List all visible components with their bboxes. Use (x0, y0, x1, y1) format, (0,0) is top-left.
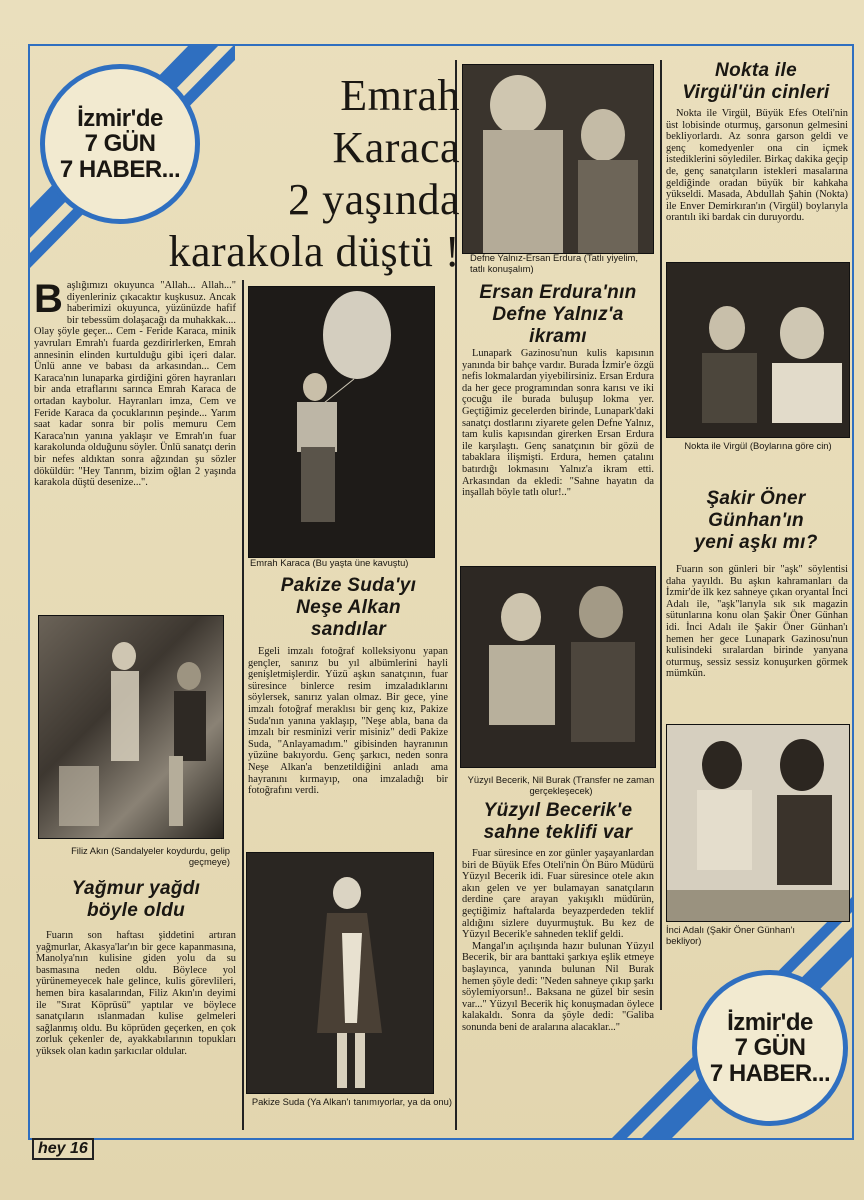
sakir-body: Fuarın son günleri bir "aşk" söylentisi daha yayıldı. Bu aşkın kahramanları da İzmir'de ilk kez sahneye çıkan oryantal İnci Adalı ile, "aşk"larıyla sık sık magazin sütunlarına konu olan Şakir Öner Günhan idi. İnci Adalı ile Şakir Öner Günhan'ı hemen her gece Lunapark Gazinosu'nun kulisindeki sıralardan birinde yanyana oturmuş, sessiz sessiz konuşurken görmek mümkün. (666, 564, 848, 680)
title-line: Şakir Öner (706, 488, 806, 509)
title-line: sandılar (310, 619, 387, 640)
headline-line: 2 yaşında (288, 175, 460, 224)
main-headline (168, 70, 460, 278)
pakize-title (246, 575, 451, 641)
izmir-badge-bottom (692, 970, 848, 1126)
nokta-text (666, 108, 848, 258)
column-rule (242, 280, 244, 1130)
photo-defne-ersan (462, 64, 654, 254)
badge-line: İzmir'de (727, 1009, 813, 1037)
caption-emrah: Emrah Karaca (Bu yaşta üne kavuştu) (250, 557, 409, 568)
sakir-title (664, 488, 848, 554)
title-line: böyle oldu (87, 900, 185, 921)
page-number: hey 16 (32, 1138, 94, 1160)
yagmur-title (36, 878, 236, 922)
title-line: Neşe Alkan (296, 597, 401, 618)
yagmur-text (36, 930, 236, 1130)
caption-filiz: Filiz Akın (Sandalyeler koydurdu, gelip geçmeye) (71, 845, 230, 867)
badge-line: 7 HABER... (709, 1059, 831, 1087)
ersan-text (462, 348, 654, 558)
headline-line: Karaca (332, 123, 460, 172)
caption-nokta: Nokta ile Virgül (Boylarına göre cin) (684, 440, 832, 451)
sakir-text (666, 564, 848, 720)
caption-defne: Defne Yalnız-Ersan Erdura (Tatlı yiyelim, tatlı konuşalım) (470, 252, 638, 274)
badge-line: 7 GÜN (734, 1034, 806, 1062)
photo-nokta-virgul (666, 262, 850, 438)
nokta-body: Nokta ile Virgül, Büyük Efes Oteli'nin üst lobisinde oturmuş, garsonun gelmesini bekliyorlardı. Az sonra garson geldi ve genç komedyenler ona cin içmek istediklerini söylediler. Birkaç dakika geçip de, genç sanatçıların istekleri masalarına geldiğinde oradan büyük bir kahkaha yükseldi. Masada, Abdullah Şahin (Nokta) ile Enver Demirkıran'ın (Virgül) boylarıyla orantılı iki bardak cin duruyordu. (666, 108, 848, 224)
yuzyil-body-2: Mangal'ın açılışında hazır bulunan Yüzyıl Becerik, bir ara banttaki şarkıya eşlik etmeye başlayınca, yanında bulunan Nil Burak hemen şöyle dedi: "Neden sahneye çıkıp şarkı söylemiyorsun!.. Baksana ne güzel bir sesin var..." Yüzyıl Becerik hiç konuşmadan öylece kalakaldı. Sonra da şöyle dedi: "Galiba sonunda beni de aralarına alacaklar..." (462, 940, 654, 1033)
photo-emrah-karaca (248, 286, 435, 558)
title-line: Defne Yalnız'a (492, 304, 624, 325)
photo-pakize-suda (246, 852, 434, 1094)
ersan-body: Lunapark Gazinosu'nun kulis kapısının yanında bir bahçe vardır. Burada İzmir'e özgü nefis lokmalardan yiyebilirsiniz. Ersan Erdura da her gece programından sonra karısı ve iki çocuğu ile burada buluşup lokma yer. Geçtiğimiz gecelerden birinde, Lunapark'daki sanatçı dostlarını ziyarete gelen Defne Yalnız, tam kulis kapısından girerken Ersan Erdura ile karşılaştı. Genç sanatçının bir gözü de tabaklara ilişmişti. Erdura, hemen çatalını batırdığı lokmasını Yalnız'a ikram etti. Arkasından da ekledi: "Sahne hayatın da inşallah böyle tatlı olur!.." (462, 348, 654, 499)
headline-line: karakola düştü ! (168, 227, 460, 276)
photo-inci-adali (666, 724, 850, 922)
badge-line: 7 GÜN (84, 130, 156, 158)
caption-yuzyil: Yüzyıl Becerik, Nil Burak (Transfer ne zaman gerçekleşecek) (467, 774, 655, 796)
title-line: Günhan'ın (708, 510, 804, 531)
photo-filiz-akin (38, 615, 224, 839)
ersan-title (460, 282, 656, 348)
yuzyil-title (458, 800, 658, 844)
headline-line: Emrah (340, 71, 460, 120)
drop-cap: B (34, 280, 63, 321)
title-line: Pakize Suda'yı (280, 575, 417, 596)
main-story-text (34, 280, 236, 610)
title-line: Ersan Erdura'nın (479, 282, 637, 303)
yagmur-body: Fuarın son haftası şiddetini artıran yağmurlar, Akasya'lar'ın bir gece kapanmasına, Manolya'nın kulisine giden yolu da su basmasına neden oldu. Böylece yol yürünemeyecek hale gelince, kulis görevlileri, hemen bira kasalarından, Filiz Akın'ın deyimi ile "Sırat Köprüsü" yaptılar ve böylece sanatçıların ıslanmadan kulise gelmeleri sağlanmış oldu. Bu köprüden geçerken, en çok zorluk çekenler de, ayakkabılarının topukları yüksek olan kadın şarkıcılar oldular. (36, 930, 236, 1057)
pakize-body: Egeli imzalı fotoğraf kolleksiyonu yapan gençler, sanırız bu yıl albümlerini hayli genişletmişlerdir. Yüzü aşkın sanatçının, fuar süresince binlerce resim imzaladıklarını söylersek, sanırız yalan olmaz. Bir gece, yine imzalı fotoğraf meraklısı bir genç kız, Pakize Suda'nın yanına yaklaşıp, "Neşe abla, bana da imzalı bir resminizi verir misiniz" dedi Pakize Suda, "Anlayamadım." gibisinden hayranının yüzüne bakıyordu. Genç şarkıcı, neden sonra Neşe Alkan'a benzetildiğini anladı ama hayranını kırmayıp, ona imzaladığı bir fotoğrafını verdi. (248, 646, 448, 797)
title-line: Yüzyıl Becerik'e (483, 800, 633, 821)
caption-pakize: Pakize Suda (Ya Alkan'ı tanımıyorlar, ya da onu) (251, 1096, 452, 1107)
title-line: sahne teklifi var (483, 822, 633, 843)
photo-yuzyil-nil (460, 566, 656, 768)
yuzyil-body: Fuar süresince en zor günler yaşayanlardan biri de Büyük Efes Oteli'nin Ön Büro Müdürü Yüzyıl Becerik idi. Fuar süresince otele akın akın gelen ve yer bulamayan sanatçıların derdine çare arayan yakışıklı müdürün, geçtiğimiz haftalarda beyazperdeden teklif aldığını sizlere duyurmuştuk. Bu kez de Yüzyıl Becerik'e sahneden teklif geldi. (462, 848, 654, 941)
caption-inci: İnci Adalı (Şakir Öner Günhan'ı bekliyor) (666, 924, 795, 946)
badge-line: 7 HABER... (59, 155, 181, 183)
column-rule (660, 60, 662, 1010)
title-line: Yağmur yağdı (71, 878, 201, 899)
story-body: aşlığımızı okuyunca "Allah... Allah..." diyenleriniz çıkacaktır kuşkusuz. Ancak haberimizi okuyunca, yüzünüzde hafif bir tebessüm dolaşacağı da muhakkak.... Olay şöyle geçer... Cem - Feride Karaca, minik yavruları Emrah'ı fuarda gezdirirlerken, Emrah annesinin elinden kurtulduğu gibi içeri dalar. Ünlü anne ve babası da arkasından... Cem Karaca'nın lunaparka girdiğini gören hayranları bir anda etraflarını sarınca Emrah Karaca de ortadan kaybolur. Hayranları imza, Cem ve Feride Karaca da çocuklarının peşinde... Yarım saat kadar sonra bir polis memuru Cem Karaca'nın yanına yaklaşır ve Emrah'ın fuar karakolunda olduğunu söyler. Ünlü sanatçı derin bir nefes aldıktan sonra ağzından şu sözler döküldür: "Hey Tanrım, bizim oğlan 2 yaşında karakola düştü desenize...". (34, 280, 236, 489)
yuzyil-text (462, 848, 654, 1126)
title-line: Nokta ile (715, 60, 797, 81)
pakize-text (248, 646, 448, 846)
title-line: Virgül'ün cinleri (682, 82, 830, 103)
title-line: ikramı (529, 326, 587, 347)
nokta-title (664, 60, 848, 104)
title-line: yeni aşkı mı? (694, 532, 818, 553)
badge-line: İzmir'de (77, 105, 163, 133)
izmir-badge-top (40, 64, 200, 224)
